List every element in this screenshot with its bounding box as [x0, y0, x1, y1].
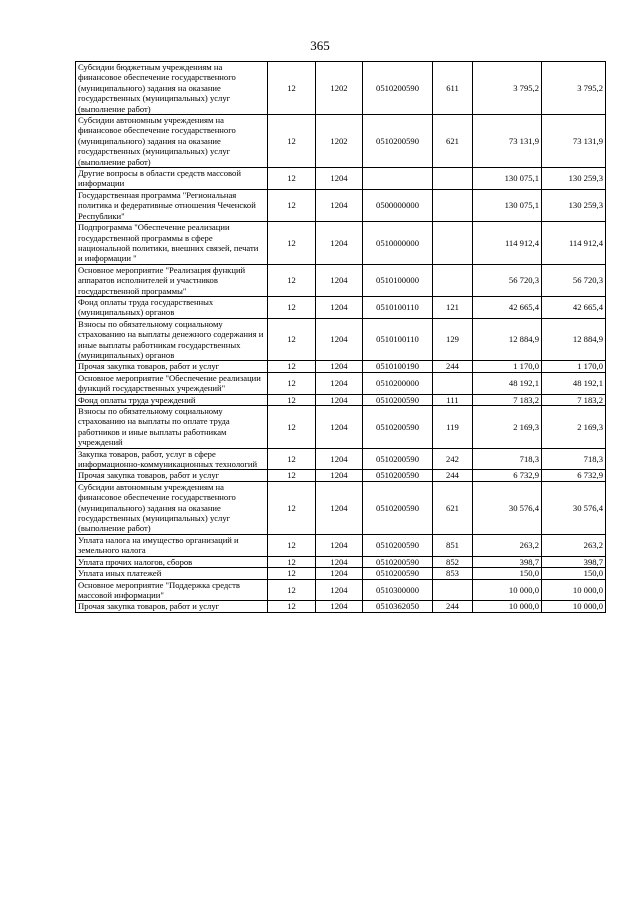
- row-target-article: 0510200590: [363, 448, 433, 470]
- row-subsection: 1204: [316, 168, 363, 190]
- row-amount-2: 48 192,1: [542, 372, 606, 394]
- row-amount-2: 42 665,4: [542, 296, 606, 318]
- row-amount-1: 12 884,9: [473, 318, 542, 361]
- row-subsection: 1204: [316, 534, 363, 556]
- row-section: 12: [268, 222, 316, 265]
- row-expense-type: 244: [433, 601, 473, 612]
- table-row: [76, 222, 606, 265]
- row-section: 12: [268, 168, 316, 190]
- row-section: 12: [268, 372, 316, 394]
- row-subsection: 1204: [316, 394, 363, 405]
- row-section: 12: [268, 62, 316, 115]
- row-amount-1: 718,3: [473, 448, 542, 470]
- row-target-article: 0510200590: [363, 115, 433, 168]
- row-amount-2: 56 720,3: [542, 264, 606, 296]
- row-expense-type: [433, 264, 473, 296]
- row-target-article: 0510200590: [363, 534, 433, 556]
- row-name: Уплата иных платежей: [76, 568, 268, 579]
- row-subsection: 1204: [316, 296, 363, 318]
- table-row: [76, 534, 606, 556]
- row-amount-1: 48 192,1: [473, 372, 542, 394]
- row-name: Государственная программа "Региональная политика и федеративные отношения Чеченской Республики": [76, 189, 268, 221]
- row-amount-2: 12 884,9: [542, 318, 606, 361]
- row-subsection: 1204: [316, 481, 363, 534]
- row-target-article: 0510200590: [363, 470, 433, 481]
- row-subsection: 1204: [316, 264, 363, 296]
- row-section: 12: [268, 568, 316, 579]
- row-subsection: 1204: [316, 568, 363, 579]
- row-target-article: 0510200590: [363, 568, 433, 579]
- row-name: Прочая закупка товаров, работ и услуг: [76, 470, 268, 481]
- row-name: Основное мероприятие "Реализация функций аппаратов исполнителей и участников государственной программы": [76, 264, 268, 296]
- table-row: [76, 470, 606, 481]
- row-name: Прочая закупка товаров, работ и услуг: [76, 361, 268, 372]
- row-target-article: 0510100110: [363, 318, 433, 361]
- row-expense-type: 853: [433, 568, 473, 579]
- row-amount-1: 150,0: [473, 568, 542, 579]
- table-row: [76, 115, 606, 168]
- table-row: [76, 62, 606, 115]
- row-amount-1: 2 169,3: [473, 406, 542, 449]
- row-name: Взносы по обязательному социальному страхованию на выплаты по оплате труда работников и иные выплаты работникам учреждений: [76, 406, 268, 449]
- row-name: Закупка товаров, работ, услуг в сфере информационно-коммуникационных технологий: [76, 448, 268, 470]
- row-name: Подпрограмма "Обеспечение реализации государственной программы в сфере национальной политики, внешних связей, печати и информации ": [76, 222, 268, 265]
- row-expense-type: 611: [433, 62, 473, 115]
- row-target-article: 0510200590: [363, 406, 433, 449]
- row-amount-1: 73 131,9: [473, 115, 542, 168]
- table-row: [76, 168, 606, 190]
- row-amount-1: 7 183,2: [473, 394, 542, 405]
- row-expense-type: [433, 222, 473, 265]
- row-target-article: 0510200590: [363, 394, 433, 405]
- row-expense-type: 244: [433, 361, 473, 372]
- row-target-article: 0510200590: [363, 556, 433, 567]
- row-expense-type: 621: [433, 481, 473, 534]
- row-name: Субсидии бюджетным учреждениям на финансовое обеспечение государственного (муниципального) задания на оказание государственных (муниципальных) услуг (выполнение работ): [76, 62, 268, 115]
- row-name: Субсидии автономным учреждениям на финансовое обеспечение государственного (муниципального) задания на оказание государственных (муниципальных) услуг (выполнение работ): [76, 115, 268, 168]
- row-target-article: 0510100190: [363, 361, 433, 372]
- row-target-article: 0510300000: [363, 579, 433, 601]
- row-amount-2: 263,2: [542, 534, 606, 556]
- row-subsection: 1204: [316, 222, 363, 265]
- row-target-article: 0510200590: [363, 62, 433, 115]
- row-name: Субсидии автономным учреждениям на финансовое обеспечение государственного (муниципального) задания на оказание государственных (муниципальных) услуг (выполнение работ): [76, 481, 268, 534]
- row-section: 12: [268, 264, 316, 296]
- row-expense-type: 244: [433, 470, 473, 481]
- row-expense-type: 851: [433, 534, 473, 556]
- row-name: Фонд оплаты труда государственных (муниципальных) органов: [76, 296, 268, 318]
- row-target-article: [363, 168, 433, 190]
- row-subsection: 1202: [316, 62, 363, 115]
- table-row: [76, 264, 606, 296]
- row-section: 12: [268, 448, 316, 470]
- row-amount-2: 2 169,3: [542, 406, 606, 449]
- row-section: 12: [268, 470, 316, 481]
- table-row: [76, 361, 606, 372]
- row-amount-1: 42 665,4: [473, 296, 542, 318]
- row-amount-2: 30 576,4: [542, 481, 606, 534]
- row-amount-2: 130 259,3: [542, 168, 606, 190]
- table-row: [76, 394, 606, 405]
- row-subsection: 1204: [316, 318, 363, 361]
- budget-table: [75, 61, 606, 613]
- row-name: Уплата налога на имущество организаций и земельного налога: [76, 534, 268, 556]
- row-expense-type: [433, 189, 473, 221]
- row-amount-2: 10 000,0: [542, 579, 606, 601]
- row-subsection: 1202: [316, 115, 363, 168]
- row-subsection: 1204: [316, 372, 363, 394]
- row-amount-2: 6 732,9: [542, 470, 606, 481]
- row-expense-type: 111: [433, 394, 473, 405]
- row-amount-2: 10 000,0: [542, 601, 606, 612]
- row-name: Уплата прочих налогов, сборов: [76, 556, 268, 567]
- row-target-article: 0510000000: [363, 222, 433, 265]
- row-amount-1: 3 795,2: [473, 62, 542, 115]
- row-amount-2: 398,7: [542, 556, 606, 567]
- row-section: 12: [268, 361, 316, 372]
- table-row: [76, 189, 606, 221]
- row-expense-type: 242: [433, 448, 473, 470]
- row-section: 12: [268, 601, 316, 612]
- row-amount-2: 150,0: [542, 568, 606, 579]
- row-section: 12: [268, 318, 316, 361]
- row-amount-1: 114 912,4: [473, 222, 542, 265]
- table-row: [76, 556, 606, 567]
- row-amount-2: 1 170,0: [542, 361, 606, 372]
- row-section: 12: [268, 481, 316, 534]
- row-amount-1: 6 732,9: [473, 470, 542, 481]
- page-number: 365: [310, 38, 330, 53]
- row-amount-2: 718,3: [542, 448, 606, 470]
- row-target-article: 0510200590: [363, 481, 433, 534]
- row-expense-type: 121: [433, 296, 473, 318]
- row-target-article: 0500000000: [363, 189, 433, 221]
- row-target-article: 0510200000: [363, 372, 433, 394]
- row-section: 12: [268, 406, 316, 449]
- table-row: [76, 568, 606, 579]
- row-name: Основное мероприятие "Обеспечение реализации функций государственных учреждений": [76, 372, 268, 394]
- row-amount-1: 10 000,0: [473, 579, 542, 601]
- row-amount-1: 56 720,3: [473, 264, 542, 296]
- row-amount-2: 130 259,3: [542, 189, 606, 221]
- row-section: 12: [268, 579, 316, 601]
- row-amount-1: 263,2: [473, 534, 542, 556]
- row-amount-2: 3 795,2: [542, 62, 606, 115]
- row-amount-1: 130 075,1: [473, 189, 542, 221]
- row-amount-1: 1 170,0: [473, 361, 542, 372]
- row-amount-1: 130 075,1: [473, 168, 542, 190]
- row-section: 12: [268, 189, 316, 221]
- row-amount-2: 73 131,9: [542, 115, 606, 168]
- row-subsection: 1204: [316, 448, 363, 470]
- row-name: Фонд оплаты труда учреждений: [76, 394, 268, 405]
- row-section: 12: [268, 115, 316, 168]
- table-row: [76, 318, 606, 361]
- table-row: [76, 448, 606, 470]
- row-name: Основное мероприятие "Поддержка средств массовой информации": [76, 579, 268, 601]
- row-subsection: 1204: [316, 556, 363, 567]
- row-expense-type: [433, 372, 473, 394]
- row-expense-type: [433, 579, 473, 601]
- row-name: Взносы по обязательному социальному страхованию на выплаты денежного содержания и иные выплаты работникам государственных (муниципальных) органов: [76, 318, 268, 361]
- row-target-article: 0510100110: [363, 296, 433, 318]
- row-amount-2: 7 183,2: [542, 394, 606, 405]
- row-amount-1: 30 576,4: [473, 481, 542, 534]
- row-section: 12: [268, 534, 316, 556]
- table-row: [76, 579, 606, 601]
- row-subsection: 1204: [316, 470, 363, 481]
- row-section: 12: [268, 556, 316, 567]
- row-expense-type: 119: [433, 406, 473, 449]
- row-amount-2: 114 912,4: [542, 222, 606, 265]
- row-expense-type: 129: [433, 318, 473, 361]
- table-row: [76, 296, 606, 318]
- row-name: Другие вопросы в области средств массовой информации: [76, 168, 268, 190]
- table-row: [76, 406, 606, 449]
- row-target-article: 0510100000: [363, 264, 433, 296]
- table-row: [76, 372, 606, 394]
- row-target-article: 0510362050: [363, 601, 433, 612]
- row-expense-type: [433, 168, 473, 190]
- row-subsection: 1204: [316, 601, 363, 612]
- table-row: [76, 601, 606, 612]
- row-subsection: 1204: [316, 579, 363, 601]
- row-subsection: 1204: [316, 361, 363, 372]
- row-amount-1: 398,7: [473, 556, 542, 567]
- row-section: 12: [268, 296, 316, 318]
- row-subsection: 1204: [316, 406, 363, 449]
- row-amount-1: 10 000,0: [473, 601, 542, 612]
- table-row: [76, 481, 606, 534]
- row-name: Прочая закупка товаров, работ и услуг: [76, 601, 268, 612]
- row-subsection: 1204: [316, 189, 363, 221]
- row-expense-type: 621: [433, 115, 473, 168]
- row-section: 12: [268, 394, 316, 405]
- row-expense-type: 852: [433, 556, 473, 567]
